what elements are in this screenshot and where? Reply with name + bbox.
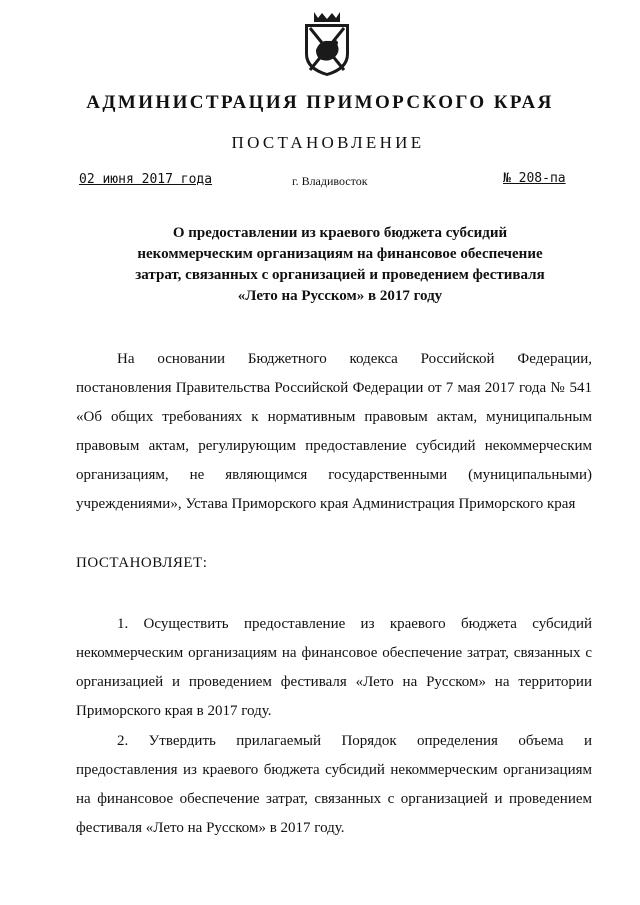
document-date: 02 июня 2017 года (79, 172, 213, 187)
preamble-paragraph: На основании Бюджетного кодекса Российской Федерации, постановления Правительства Российской Федерации от 7 мая 2017 года № 541 «Об общих требованиях к нормативным правовым актам, муниципальным правовым актам, регулирующим предоставление субсидий некоммерческим организациям, не являющимся государственными (муниципальными) учреждениями», Устава Приморского края Администрация Приморского края (76, 351, 592, 512)
document-city: г. Владивосток (292, 174, 368, 188)
document-type: ПОСТАНОВЛЕНИЕ (231, 133, 425, 152)
coat-of-arms-icon (302, 10, 352, 78)
decree-item-1: 1. Осуществить предоставление из краевого бюджета субсидий некоммерческим организациям на финансовое обеспечение затрат, связанных с организацией и проведением фестиваля «Лето на Русском» на территории Приморского края в 2017 году. (76, 616, 592, 719)
document-title: О предоставлении из краевого бюджета субсидий некоммерческим организациям на финансовое обеспечение затрат, связанных с организацией и проведением фестиваля «Лето на Русском» в 2017 году (135, 225, 545, 304)
decree-item-2: 2. Утвердить прилагаемый Порядок определения объема и предоставления из краевого бюджета субсидий некоммерческим организациям на финансовое обеспечение затрат, связанных с организацией и проведением фестиваля «Лето на Русском» в 2017 году. (76, 733, 592, 836)
decree-heading: ПОСТАНОВЛЯЕТ: (76, 555, 208, 571)
document-number: № 208-па (503, 171, 566, 186)
organization-name: АДМИНИСТРАЦИЯ ПРИМОРСКОГО КРАЯ (86, 92, 554, 113)
